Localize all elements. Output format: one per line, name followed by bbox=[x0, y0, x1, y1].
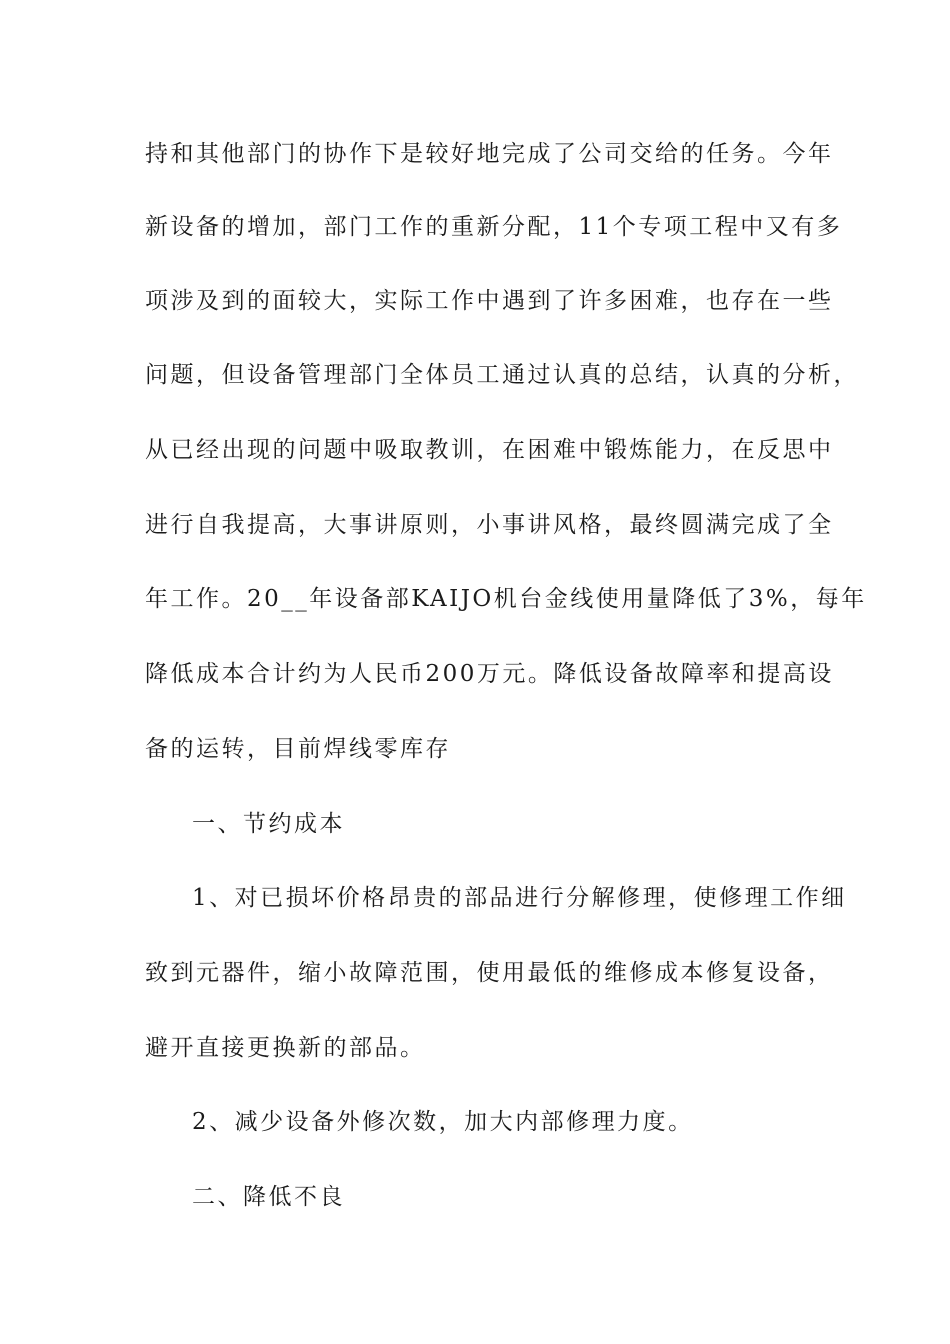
paragraph-line-7: 年工作。20__年设备部KAIJO机台金线使用量降低了3%，每年 bbox=[145, 586, 867, 612]
paragraph-line-5: 从已经出现的问题中吸取教训，在困难中锻炼能力，在反思中 bbox=[145, 437, 834, 463]
section-heading-reduce-defects: 二、降低不良 bbox=[192, 1184, 345, 1210]
paragraph-line-3: 项涉及到的面较大，实际工作中遇到了许多困难，也存在一些 bbox=[145, 288, 834, 314]
section-heading-cost-saving: 一、节约成本 bbox=[192, 811, 345, 837]
paragraph-line-8: 降低成本合计约为人民币200万元。降低设备故障率和提高设 bbox=[145, 661, 834, 687]
item-1-line-1: 1、对已损坏价格昂贵的部品进行分解修理，使修理工作细 bbox=[192, 885, 847, 911]
paragraph-line-4: 问题，但设备管理部门全体员工通过认真的总结，认真的分析， bbox=[145, 362, 859, 388]
paragraph-line-6: 进行自我提高，大事讲原则，小事讲风格，最终圆满完成了全 bbox=[145, 512, 834, 538]
item-1-line-3: 避开直接更换新的部品。 bbox=[145, 1035, 426, 1061]
item-2: 2、减少设备外修次数，加大内部修理力度。 bbox=[192, 1109, 694, 1135]
paragraph-line-9: 备的运转，目前焊线零库存 bbox=[145, 736, 451, 762]
paragraph-line-1: 持和其他部门的协作下是较好地完成了公司交给的任务。今年 bbox=[145, 141, 834, 167]
item-1-line-2: 致到元器件，缩小故障范围，使用最低的维修成本修复设备， bbox=[145, 960, 834, 986]
paragraph-line-2: 新设备的增加，部门工作的重新分配，11个专项工程中又有多 bbox=[145, 214, 843, 240]
